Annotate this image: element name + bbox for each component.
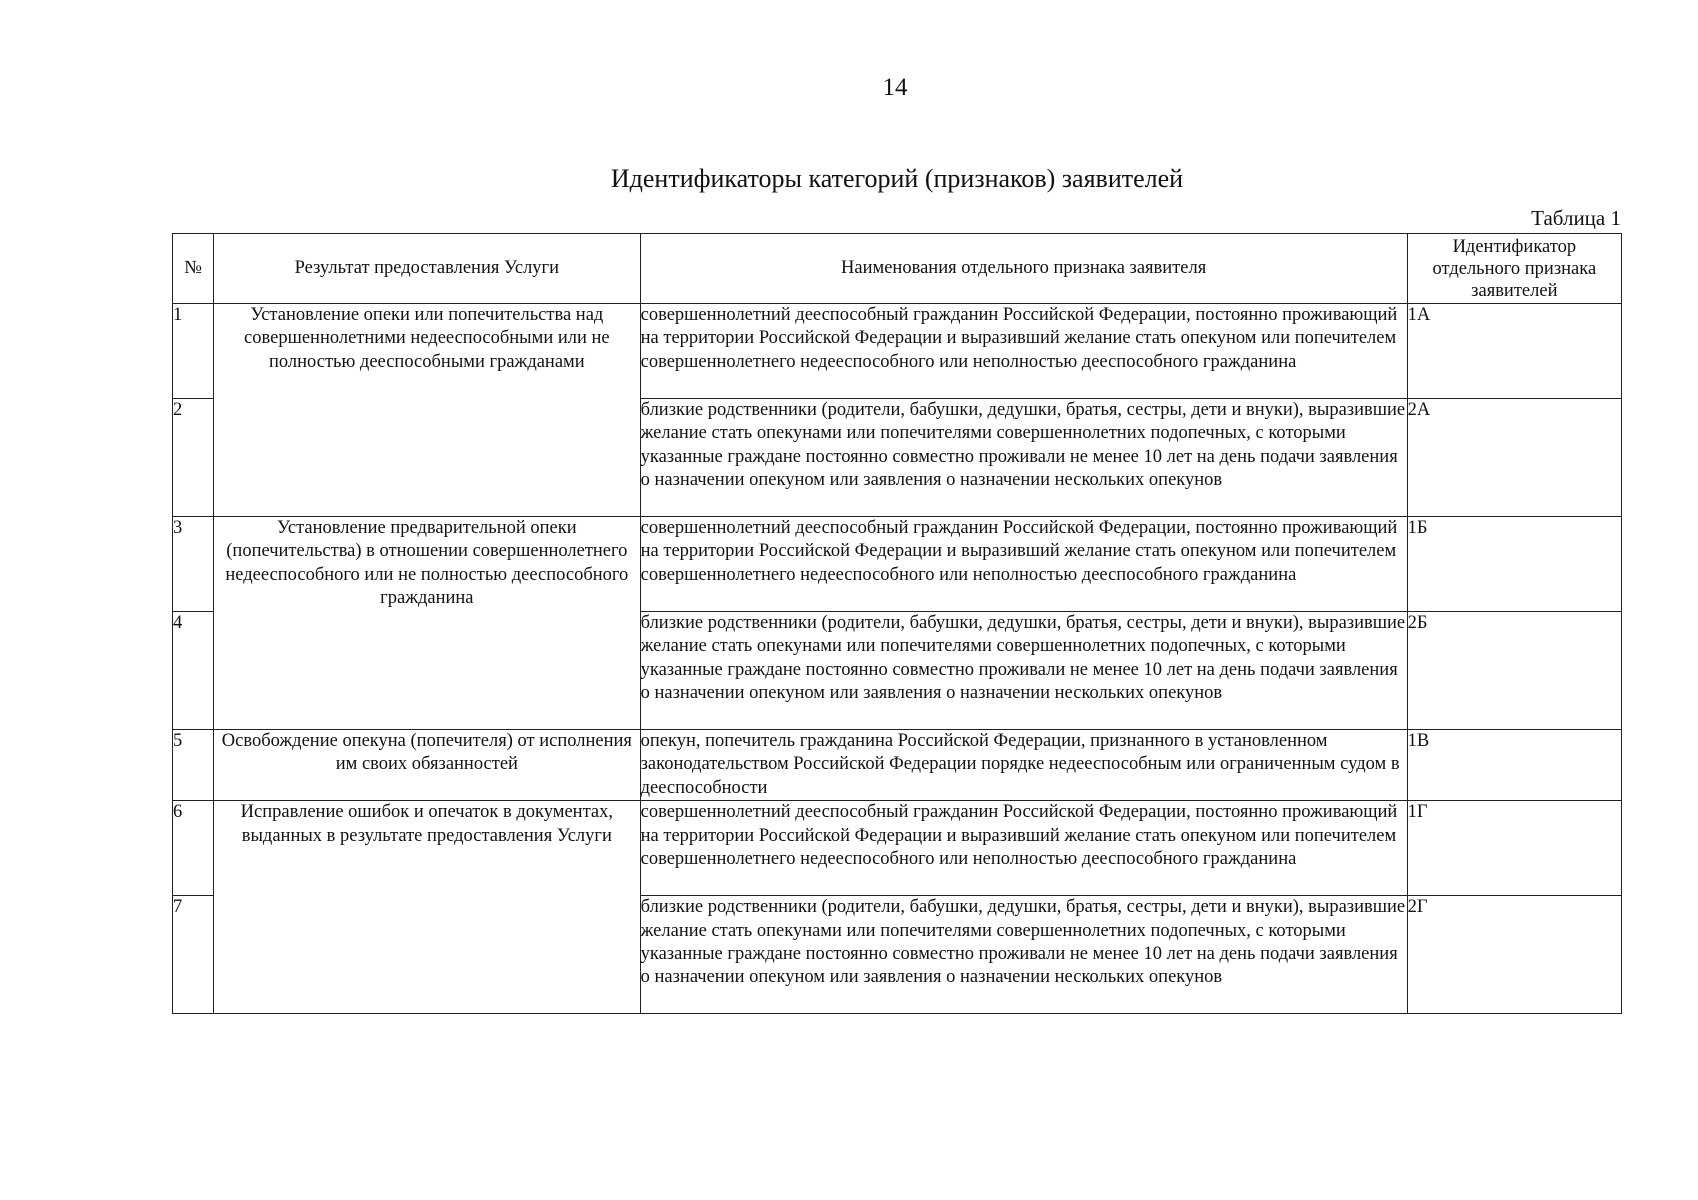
row-number: 5 [173, 730, 214, 801]
attribute-name: опекун, попечитель гражданина Российской Федерации, признанного в установленном законодательством Российской Федерации порядке недееспособным или ограниченным судом в дееспособности [640, 730, 1407, 801]
table-row [173, 517, 1622, 612]
attribute-identifier: 1Б [1407, 517, 1621, 612]
table-label: Таблица 1 [1531, 206, 1621, 230]
attribute-identifier: 1А [1407, 304, 1621, 399]
header-attribute-name: Наименования отдельного признака заявителя [640, 234, 1407, 304]
attribute-name: близкие родственники (родители, бабушки, дедушки, братья, сестры, дети и внуки), выразившие желание стать опекунами или попечителями совершеннолетних подопечных, с которыми указанные граждане постоянно совместно проживали не менее 10 лет на день подачи заявления о назначении опекуном или заявления о назначении нескольких опекунов [640, 399, 1407, 517]
table-row [173, 304, 1622, 399]
service-result: Установление предварительной опеки (попечительства) в отношении совершеннолетнего недееспособного или не полностью дееспособного гражданина [214, 517, 641, 730]
header-identifier: Идентификатор отдельного признака заявителей [1407, 234, 1621, 304]
table-row [173, 730, 1622, 801]
row-number: 6 [173, 801, 214, 896]
service-result: Установление опеки или попечительства над совершеннолетними недееспособными или не полностью дееспособными гражданами [214, 304, 641, 517]
document-title: Идентификаторы категорий (признаков) заявителей [610, 164, 1184, 193]
attribute-identifier: 1Г [1407, 801, 1621, 896]
page-number: 14 [882, 74, 908, 101]
attribute-name: совершеннолетний дееспособный гражданин Российской Федерации, постоянно проживающий на территории Российской Федерации и выразивший желание стать опекуном или попечителем совершеннолетнего недееспособного или неполностью дееспособного гражданина [640, 801, 1407, 896]
service-result: Исправление ошибок и опечаток в документах, выданных в результате предоставления Услуги [214, 801, 641, 1014]
service-result: Освобождение опекуна (попечителя) от исполнения им своих обязанностей [214, 730, 641, 801]
row-number: 3 [173, 517, 214, 612]
header-result: Результат предоставления Услуги [214, 234, 641, 304]
attribute-identifier: 2А [1407, 399, 1621, 517]
attribute-name: близкие родственники (родители, бабушки, дедушки, братья, сестры, дети и внуки), выразившие желание стать опекунами или попечителями совершеннолетних подопечных, с которыми указанные граждане постоянно совместно проживали не менее 10 лет на день подачи заявления о назначении опекуном или заявления о назначении нескольких опекунов [640, 612, 1407, 730]
attribute-name: близкие родственники (родители, бабушки, дедушки, братья, сестры, дети и внуки), выразившие желание стать опекунами или попечителями совершеннолетних подопечных, с которыми указанные граждане постоянно совместно проживали не менее 10 лет на день подачи заявления о назначении опекуном или заявления о назначении нескольких опекунов [640, 896, 1407, 1014]
table-header-row [173, 234, 1622, 304]
row-number: 2 [173, 399, 214, 517]
row-number: 1 [173, 304, 214, 399]
applicant-categories-table [172, 233, 1622, 1014]
attribute-identifier: 2Г [1407, 896, 1621, 1014]
header-number: № [173, 234, 214, 304]
attribute-identifier: 1В [1407, 730, 1621, 801]
attribute-name: совершеннолетний дееспособный гражданин Российской Федерации, постоянно проживающий на территории Российской Федерации и выразивший желание стать опекуном или попечителем совершеннолетнего недееспособного или неполностью дееспособного гражданина [640, 304, 1407, 399]
row-number: 4 [173, 612, 214, 730]
attribute-identifier: 2Б [1407, 612, 1621, 730]
row-number: 7 [173, 896, 214, 1014]
table-row [173, 801, 1622, 896]
attribute-name: совершеннолетний дееспособный гражданин Российской Федерации, постоянно проживающий на территории Российской Федерации и выразивший желание стать опекуном или попечителем совершеннолетнего недееспособного или неполностью дееспособного гражданина [640, 517, 1407, 612]
